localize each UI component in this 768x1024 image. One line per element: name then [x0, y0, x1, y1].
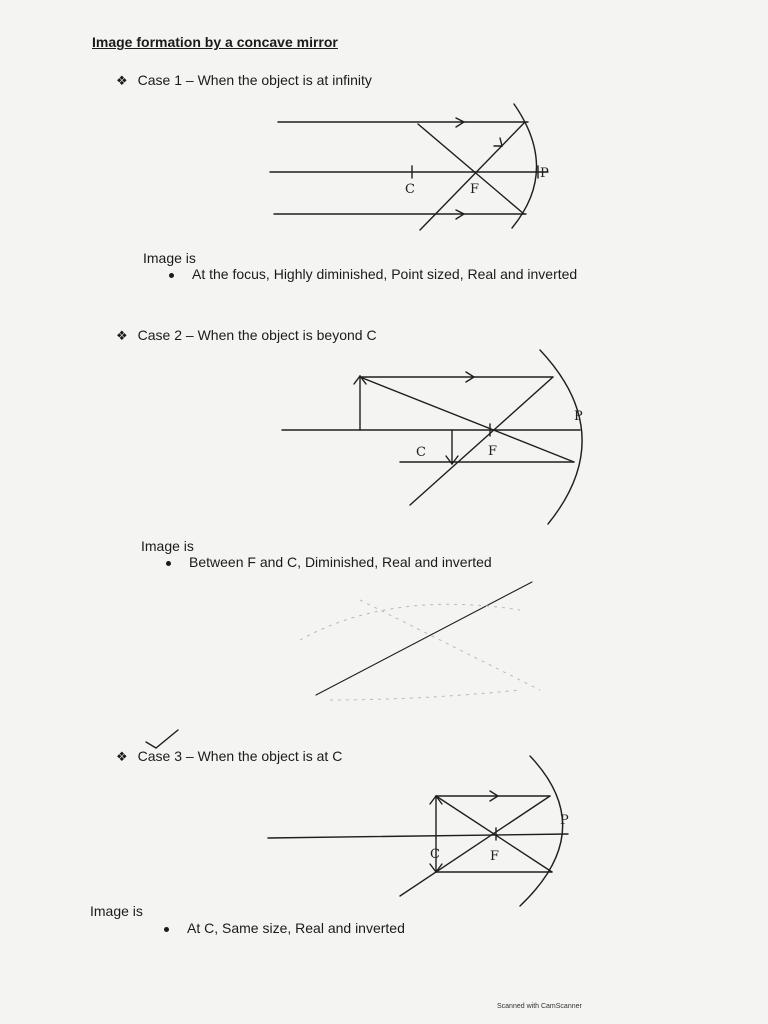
label-c: C [405, 182, 415, 197]
label-f: F [470, 182, 480, 197]
diamond-bullet-icon: ❖ [116, 328, 128, 343]
diamond-bullet-icon: ❖ [116, 749, 128, 764]
case-2-points-text: Between F and C, Diminished, Real and inverted [189, 554, 492, 570]
diamond-bullet-icon: ❖ [116, 73, 128, 88]
check-mark-icon [146, 730, 178, 748]
label-p: P [574, 409, 583, 424]
label-f: F [488, 444, 498, 459]
concave-mirror [520, 756, 563, 906]
principal-axis [268, 834, 568, 838]
label-c: C [416, 445, 426, 460]
case-3-image-label: Image is [90, 903, 143, 919]
label-f: F [490, 849, 500, 864]
label-c: C [430, 847, 440, 862]
case-1-heading-text: Case 1 – When the object is at infinity [137, 72, 372, 88]
label-p: P [540, 166, 549, 181]
case-1-image-label: Image is [143, 250, 196, 266]
label-p: P [560, 813, 569, 828]
case-2-image-label: Image is [141, 538, 194, 554]
case-2-heading-text: Case 2 – When the object is beyond C [137, 327, 377, 343]
case-3-points-text: At C, Same size, Real and inverted [187, 920, 405, 936]
bullet-dot-icon [164, 927, 169, 932]
page-title: Image formation by a concave mirror [92, 34, 338, 50]
case-3-heading-text: Case 3 – When the object is at C [137, 748, 343, 764]
case-3-points [164, 920, 405, 936]
case-1-points-text: At the focus, Highly diminished, Point sized, Real and inverted [192, 266, 578, 282]
scanner-watermark: Scanned with CamScanner [497, 1003, 582, 1010]
